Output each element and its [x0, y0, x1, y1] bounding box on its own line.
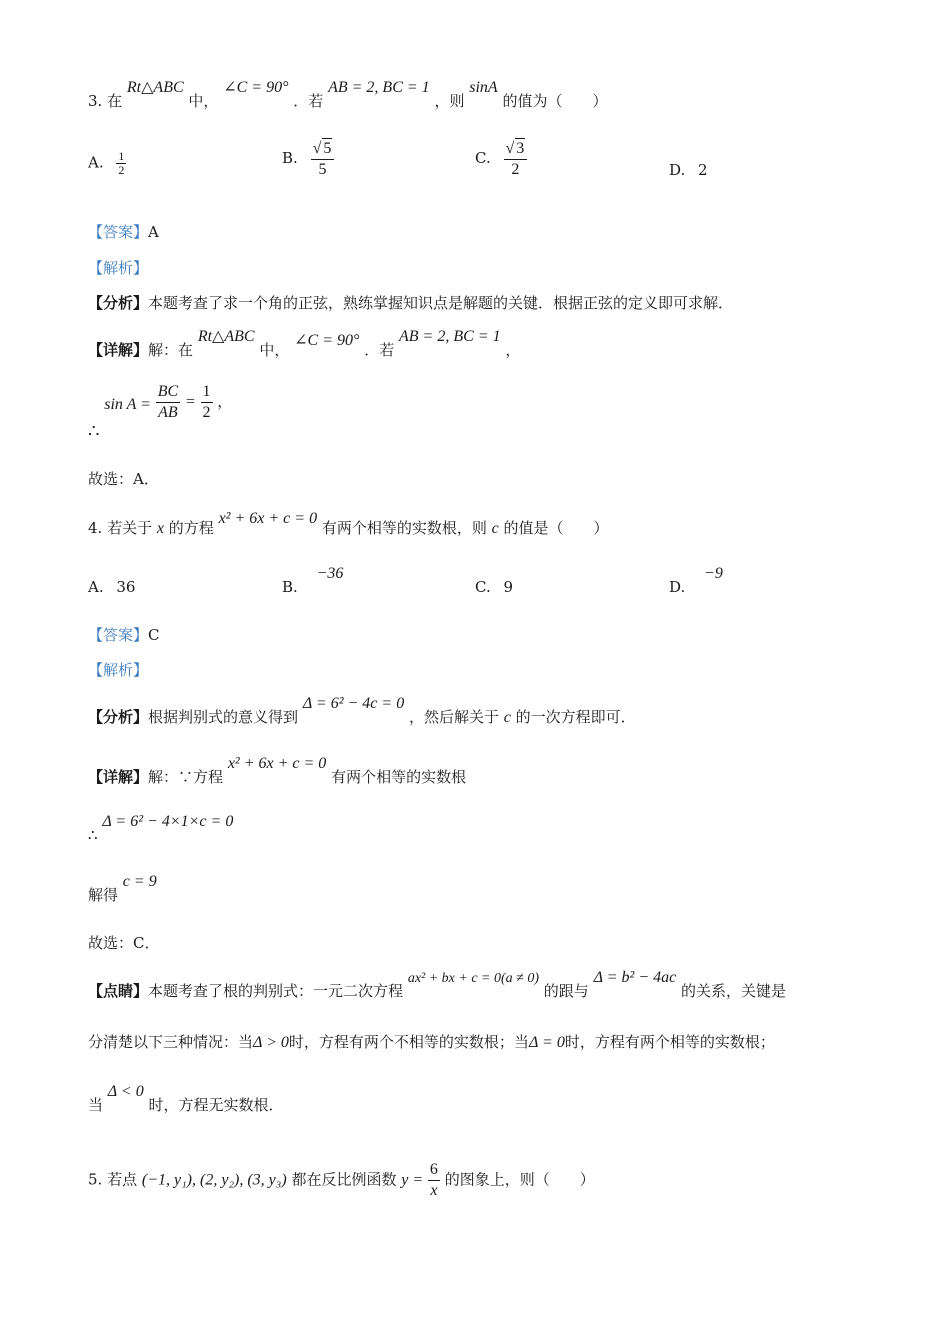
q3-sin-equation: ∴ sin A = $\frac{BC}{AB}$ = $\frac{1}{2}$ ，: [88, 383, 233, 442]
q3-sinA: sinA: [469, 79, 498, 96]
q3-answer: 【答案】A: [88, 223, 159, 241]
q4-dianjing-line2: 分清楚以下三种情况：当Δ > 0时，方程有两个不相等的实数根；当Δ = 0时，方程有两个相等的实数根；: [88, 1033, 775, 1051]
q3-analysis-heading: 【解析】: [88, 259, 149, 277]
q4-fenxi: 【分析】根据判别式的意义得到 Δ = 6² − 4c = 0 ，然后解关于 c 的一次方程即可．: [88, 695, 636, 726]
q3-option-c-fraction: $\frac{√ 3}{2}$: [504, 138, 528, 180]
q4-solve: 解得 c = 9: [88, 873, 157, 904]
q3-option-a: A. $\frac{1}{2}$: [88, 149, 125, 177]
q4-option-b: B. −36: [282, 565, 344, 596]
q5-points: (−1, y₁), (2, y₂), (3, y₃): [141, 1171, 287, 1189]
q3-option-c: C. $\frac{√ 3}{2}$: [475, 138, 527, 180]
q3-choose: 故选：A．: [88, 470, 159, 488]
q4-choose: 故选：C．: [88, 934, 160, 952]
q3-triangle: Rt△ABC: [126, 79, 184, 96]
q3-detail: 【详解】解：在 Rt△ABC 中， ∠C = 90° ．若 AB = 2, BC = 1 ，: [88, 328, 521, 359]
q3-stem: 3. 在 Rt△ABC 中， ∠C = 90° ．若 AB = 2, BC = 1 ，则 sinA 的值为（ ）: [88, 79, 608, 110]
q4-analysis-heading: 【解析】: [88, 661, 149, 679]
q4-detail: 【详解】解：∵方程 x² + 6x + c = 0 有两个相等的实数根: [88, 755, 467, 786]
q3-angle: ∠C = 90°: [223, 79, 289, 96]
q5-function-fraction: $\frac{6}{x}$: [429, 1161, 438, 1199]
q4-stem: 4. 若关于 x 的方程 x² + 6x + c = 0 有两个相等的实数根，则 c 的值是（ ）: [88, 510, 609, 537]
q4-dianjing: 【点睛】本题考查了根的判别式：一元二次方程 ax² + bx + c = 0(a ≠ 0) 的跟与 Δ = b² − 4ac 的关系，关键是: [88, 969, 786, 1000]
q4-option-c: C. 9: [475, 578, 514, 596]
q3-option-d: D. 2: [669, 161, 708, 179]
q4-answer: 【答案】C: [88, 626, 160, 644]
q3-sides: AB = 2, BC = 1: [328, 79, 430, 96]
q3-option-a-fraction: $\frac{1}{2}$: [118, 149, 125, 177]
q4-equation: x² + 6x + c = 0: [218, 510, 318, 527]
q5-stem: 5. 若点 (−1, y₁), (2, y₂), (3, y₃) 都在反比例函数 y = $\frac{6}{x}$ 的图象上，则（ ）: [88, 1161, 595, 1199]
q3-fenxi: 【分析】本题考查了求一个角的正弦，熟练掌握知识点是解题的关键．根据正弦的定义即可求解．: [88, 294, 734, 312]
q4-dianjing-line3: 当 Δ < 0 时，方程无实数根．: [88, 1083, 284, 1114]
q4-delta: ∴ Δ = 6² − 4×1×c = 0: [88, 813, 234, 844]
q4-option-d: D. −9: [669, 565, 723, 596]
q3-option-b: B. $\frac{√ 5}{5}$: [282, 138, 334, 180]
q3-option-b-fraction: $\frac{√ 5}{5}$: [311, 138, 335, 180]
q4-option-a: A. 36: [88, 578, 136, 596]
